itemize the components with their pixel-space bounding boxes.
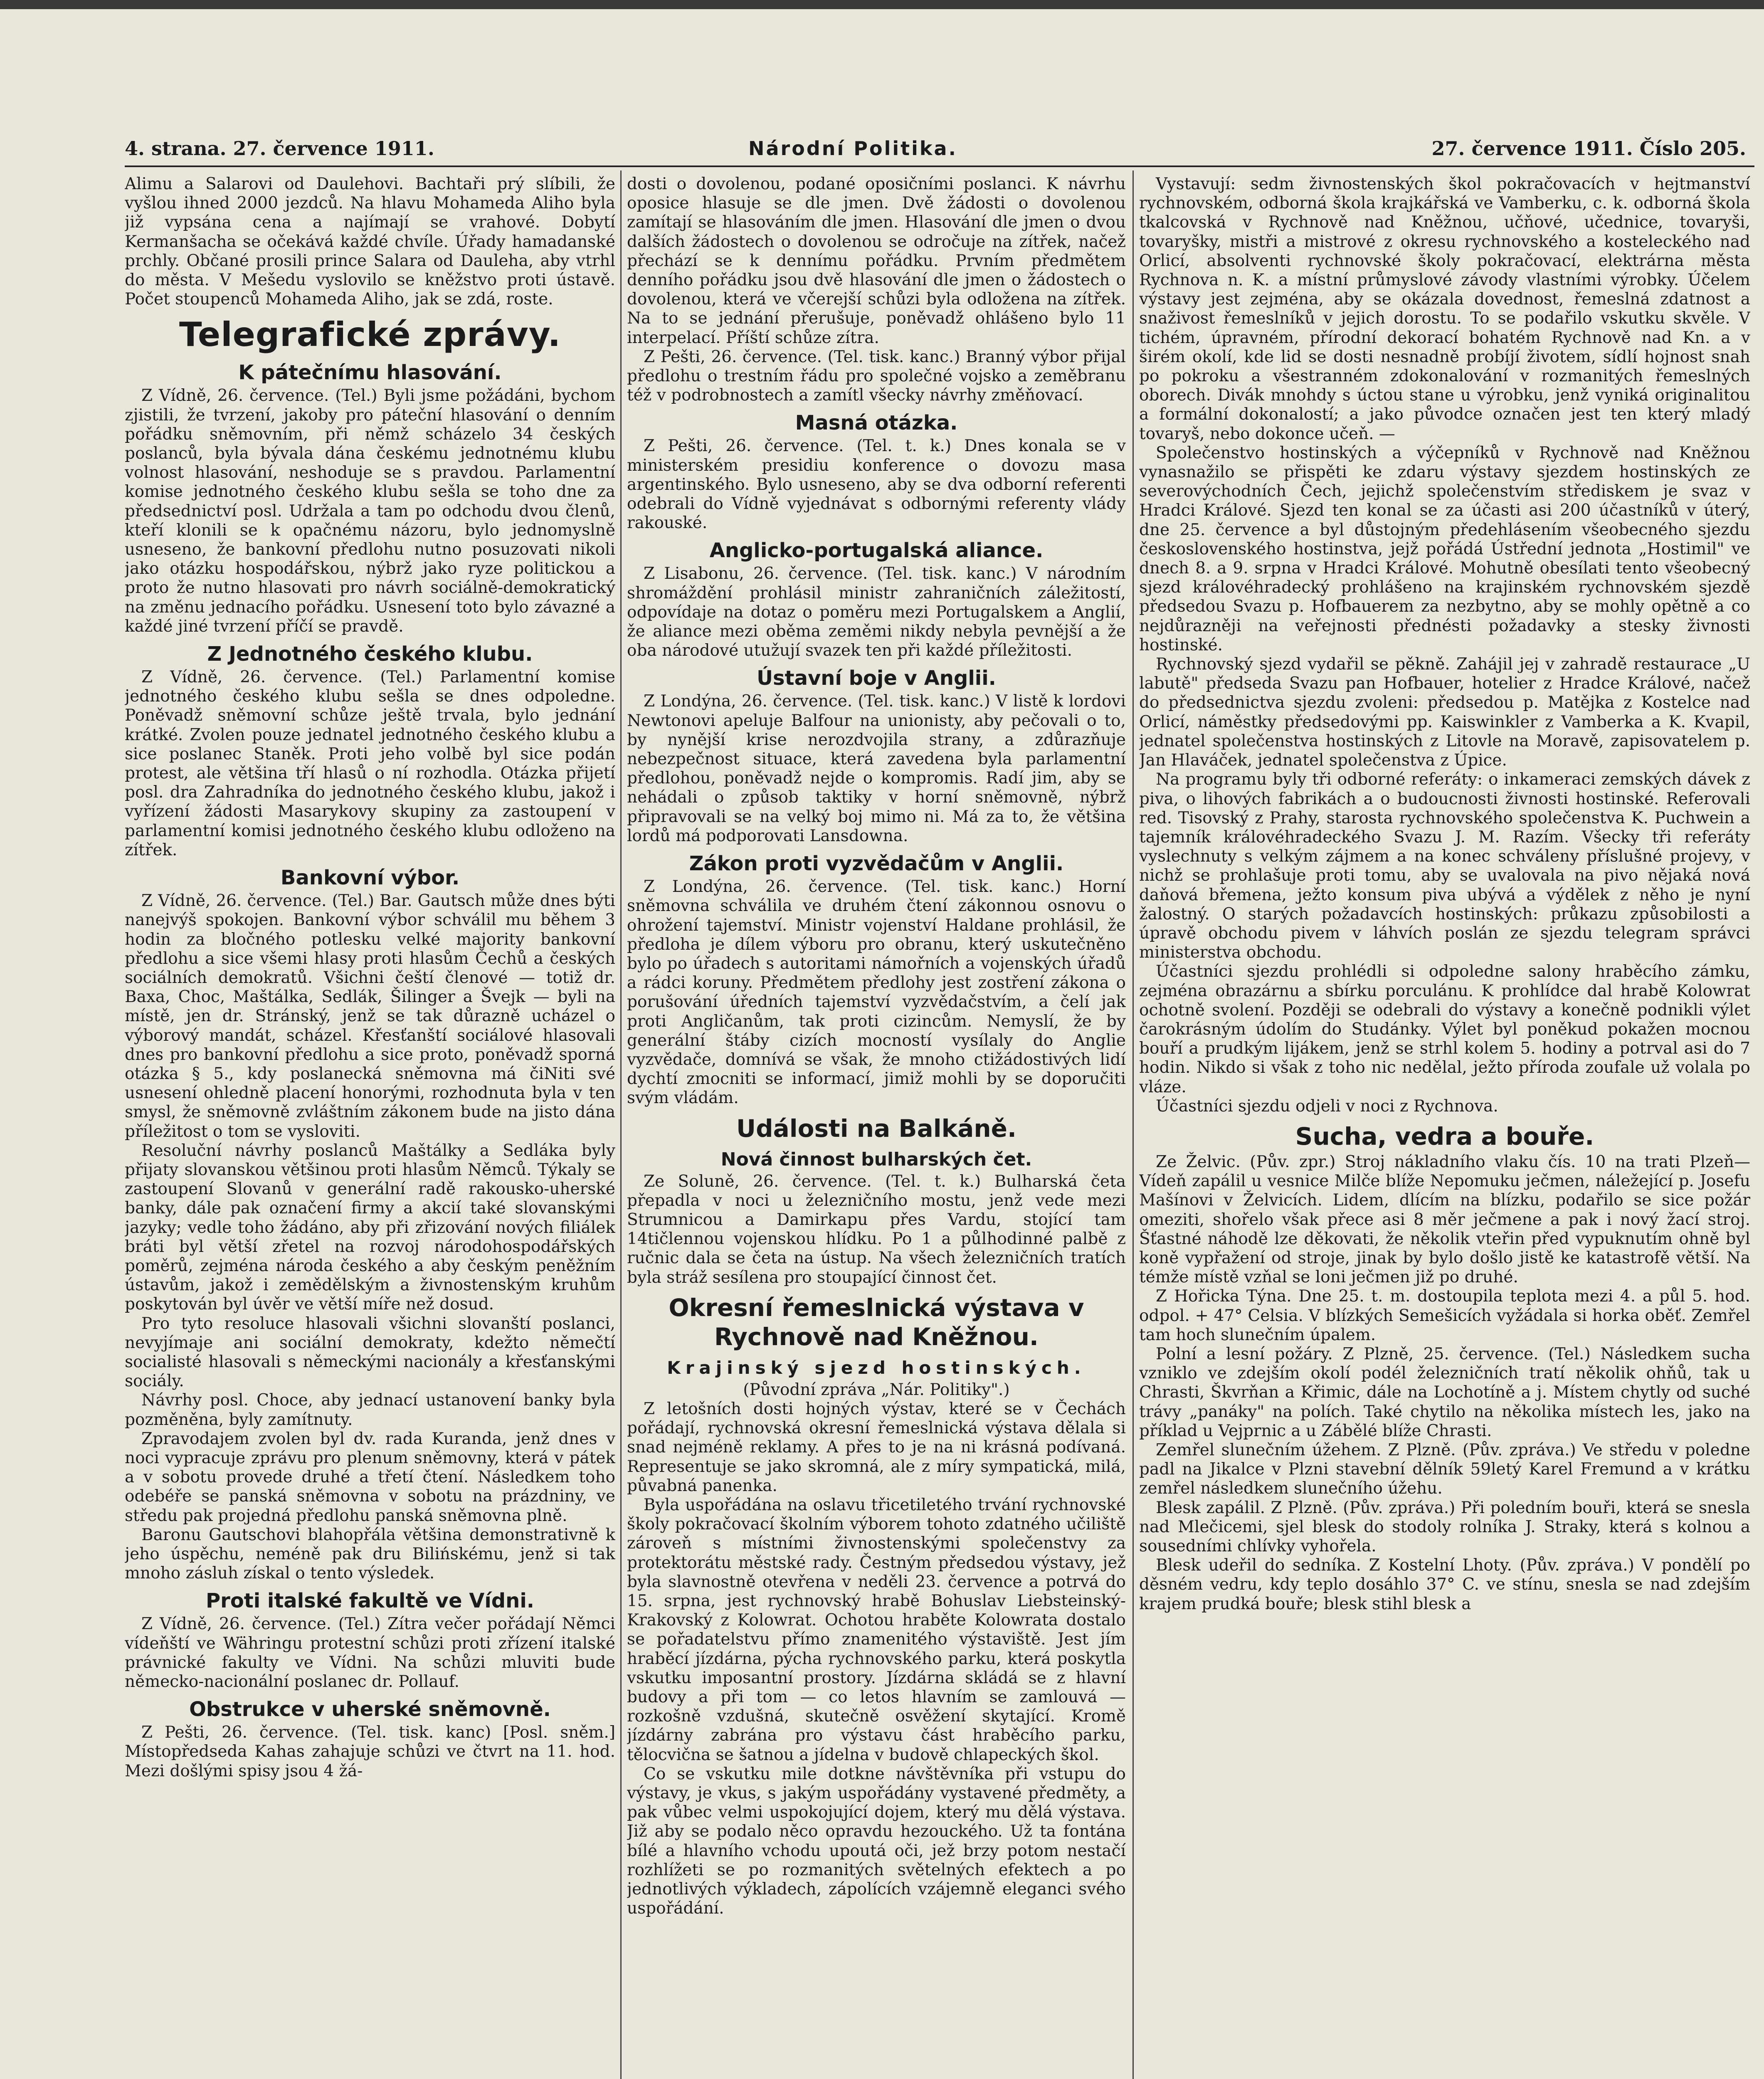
article-bank-committee: Baronu Gautschovi blahopřála většina demonstrativně k jeho úspěchu, neméně pak dru Bilińskému, jenž si tak mnoho zásluh získal o tento výsledek. (125, 1525, 615, 1583)
heading-italian-faculty: Proti italské fakultě ve Vídni. (205, 1589, 535, 1613)
header-page-date: 4. strana. 27. července 1911. (125, 137, 434, 160)
article-bank-committee: Resoluční návrhy poslanců Maštálky a Sedláka byly přijaty slovanskou většinou proti hlasům Němců. Týkaly se zastoupení Slovanů v generální radě rakousko-uherské banky, dále pak označení firmy a akcií také slovanskými jazyky; vedle toho žádáno, aby při zřizování nových filiálek bráti byl větší zřetel na rozvoj národohospodářských poměrů, zejména národa českého a aby českým peněžním ústavům, jakož i zemědělským a živnostenským kruhům poskytován byl úvěr ve větší míře než dosud. (125, 1141, 615, 1314)
article-lightning-strike: Blesk udeřil do sedníka. Z Kostelní Lhoty. (Pův. zpráva.) V pondělí po děsném vedru, kdy teplo dosáhlo 37° C. ve stínu, snesla se nad zdejším krajem prudká bouře; blesk stihl blesk a (1139, 1556, 1750, 1613)
article-horicky-tyn-heat: Z Hořicka Týna. Dne 25. t. m. dostoupila teplota mezi 4. a půl 5. hod. odpol. + 47° Celsia. V blízkých Semešicích vyžádala si horka oběť. Zemřel tam hoch slunečním úpalem. (1139, 1287, 1750, 1344)
article-bulgarian-bands: Ze Soluně, 26. července. (Tel. t. k.) Bulharská četa přepadla v noci u železničního mostu, jenž vede mezi Strumnicou a Damirkapu přes Vardu, stojící tam 14tičlennou vojenskou hlídku. Po 1 a půlhodinné palbě z ručnic dala se četa na ústup. Na všech železničních tratích byla stráž sesílena pro stoupající činnost čet. (627, 1172, 1126, 1287)
heading-spy-law: Zákon proti vyzvědačům v Anglii. (689, 852, 1064, 876)
heading-friday-vote: K pátečnímu hlasování. (238, 361, 502, 385)
header-masthead: Národní Politika. (748, 137, 958, 160)
article-hungarian-obstruction: Z Pešti, 26. července. (Tel. tisk. kanc) [Posl. sněm.] Místopředseda Kahas zahajuje schůzi ve čtvrt na 11. hod. Mezi došlými spisy jsou 4 žá- (125, 1723, 615, 1780)
heading-meat-question: Masná otázka. (795, 411, 958, 435)
heading-constitutional-fight: Ústavní boje v Anglii. (757, 667, 996, 690)
article-zelvice-fire: Ze Želvic. (Pův. zpr.) Stroj nákladního vlaku čís. 10 na trati Plzeň—Vídeň zapálil u vesnice Milče blíže Nepomuku ječmen, náležející p. Josefu Mašínovi v Želvicích. Lidem, dlícím na blízku, podařilo se sice požár omeziti, shořelo však přece asi 8 měr ječmene a pak i nový žací stroj. Šťastné náhodě lze děkovati, že několik vteřin před vypuknutím ohně byl koně vypřažení od stroje, jinak by bylo došlo jistě ke katastrofě větší. Na témže místě vzňal se loni ječmen již po druhé. (1139, 1152, 1750, 1287)
article-lightning-fire: Blesk zapálil. Z Plzně. (Pův. zpráva.) Při poledním bouři, která se snesla nad Mlečicemi, sjel blesk do stodoly rolníka J. Straky, která s kolnou a sousedními chlívky vyhořela. (1139, 1498, 1750, 1556)
heading-rychnov-exhibition: Okresní řemeslnická výstava v Rychnově nad Kněžnou. (669, 1293, 1084, 1351)
article-rychnov-exhibition-cont: Vystavují: sedm živnostenských škol pokračovacích v hejtmanství rychnovském, odborná škola krajkářská ve Vamberku, c. k. odborná škola tkalcovská v Rychnově nad Kněžnou, učňové, učednice, tovaryši, tovaryšky, mistři a mistrové z okresu rychnovského a kosteleckého nad Orlicí, absolventi rychnovské školy pokračovací, elektrárna města Rychnova n. K. a místní průmyslové závody vlastními výrobky. Účelem výstavy jest zejména, aby se okázala dovednost, řemeslná zdatnost a snaživost řemeslníků v jejich dorostu. To se podařilo vskutku skvěle. V tichém, úpravném, přírodní dekorací bohatém Rychnově nad Kn. a v širém okolí, kde lid se dosti nesnadně probíjí životem, sídlí hojnost snah po pokroku a všestranném zdokonalování v rozmanitých řemeslných oborech. Divák mnohdy s úctou stane u výrobku, jenž vyniká originalitou a formální dokonalostí; a jako původce označen jest ten který mladý tovaryš, nebo dokonce učeň. — (1139, 175, 1750, 443)
scan-edge (0, 0, 1764, 9)
article-rychnov-congress: Rychnovský sjezd vydařil se pěkně. Zahájil jej v zahradě restaurace „U labutě" předseda Svazu pan Hofbauer, hotelier z Hradce Králové, načež do předsednictva sjezdu zvoleni: předsedou p. Matějka z Kostelce nad Orlicí, náměstky předsedovými pp. Kaiswinkler z Vamberka a K. Kvapil, jednatel společenstva hostinských z Litovle na Moravě, zapisovatelem p. Jan Hlaváček, jednatel společenstva z Úpice. (1139, 655, 1750, 770)
article-innkeepers-society: Společenstvo hostinských a výčepníků v Rychnově nad Kněžnou vynasnažilo se přispěti ke zdaru výstavy sjezdem hostinských ze severovýchodních Čech, jejichž společenstvím střediskem je svaz v Hradci Králové. Sjezd ten konal se za účasti asi 200 účastníků v úterý, dne 25. července a byl důstojným předehlásením všeobecného sjezdu československého hostinstva, jejž pořádá Ústřední jednota „Hostimil" ve dnech 8. a 9. srpna v Hradci Králové. Mohutně obesílati tento všeobecný sjezd královéhradecký prohlášeno na krajinském rychnovském sjezdě předsedou Svazu p. Hofbauerem za nezbytno, aby se mohly opětně a co nejdůrazněji na veřejnosti přednésti požadavky a stesky živnosti hostinské. (1139, 443, 1750, 654)
article-field-forest-fires: Polní a lesní požáry. Z Plzně, 25. července. (Tel.) Následkem sucha vzniklo ve zdejším okolí podél železničních tratí několik ohňů, tak u Chrasti, Škvrňan a Křimic, dále na Lochotíně a j. Místem chytly od suché trávy „panáky" na polích. Také chytilo na několika místech les, jako na příklad u Vejprnic a u Zábělé blíže Chrasti. (1139, 1344, 1750, 1440)
article-bank-committee: Návrhy posl. Choce, aby jednací ustanovení banky byla pozměněna, byly zamítnuty. (125, 1391, 615, 1429)
section-heading-telegraphic: Telegrafické zprávy. (179, 315, 561, 354)
article-congress-participants: Účastníci sjezdu prohlédli si odpoledne salony hraběcího zámku, zejména obrazárnu a sbírku porculánu. K prohlídce dal hrabě Kolowrat ochotně svolení. Později se odebrali do výstavy a konečně podnikli výlet čarokrásným údolím do Studánky. Výlet byl poněkud pokažen mocnou bouří a prudkým lijákem, jenž se strhl kolem 5. hodiny a potrval asi do 7 hodin. Nikdo si však z toho nic nedělal, ježto příroda zoufale už volala po vláze. (1139, 962, 1750, 1096)
column-divider (1132, 170, 1134, 2079)
subheading-bulgarian-bands: Nová činnost bulharských čet. (720, 1148, 1032, 1170)
page-header (125, 137, 1754, 166)
article-military-committee: Z Pešti, 26. července. (Tel. tisk. kanc.) Branný výbor přijal předlohu o trestním řádu pro společné vojsko a zeměbranu též v podrobnostech a zamítl všecky návrhy změňovací. (627, 347, 1126, 405)
heading-drought-heat-storms: Sucha, vedra a bouře. (1295, 1122, 1594, 1151)
article-italian-faculty: Z Vídně, 26. července. (Tel.) Zítra večer pořádají Němci vídeňští ve Währingu protestní schůzi proti zřízení italské právnické fakulty ve Vídni. Na schůzi mluviti bude německo-nacionální poslanec dr. Pollauf. (125, 1615, 615, 1691)
subheading-innkeepers-congress: Krajinský sjezd hostinských. (667, 1357, 1086, 1378)
column-3 (1139, 175, 1750, 2079)
article-bank-committee: Z Vídně, 26. července. (Tel.) Bar. Gautsch může dnes býti nanejvýš spokojen. Bankovní výbor schválil mu během 3 hodin za bločného potlesku velké majority bankovní předlohu a sice všemi hlasy proti hlasům Čechů a českých sociálních demokratů. Všichni čeští členové — totiž dr. Baxa, Choc, Maštálka, Sedlák, Šilinger a Švejk — byli na místě, jen dr. Stránský, jenž se tak důrazně ucházel o výborový mandát, scházel. Křesťanští sociálové hlasovali dnes pro bankovní předlohu a sice proto, poněvadž sporná otázka § 5., kdy poslanecká sněmovna má čiNiti své usnesení ohledně placení honorými, rozhodnuta byla v ten smysl, že sněmovně zvláštním zákonem bude na jisto dána příležitost o tom se vysloviti. (125, 891, 615, 1141)
article-spy-law: Z Londýna, 26. července. (Tel. tisk. kanc.) Horní sněmovna schválila ve druhém čtení zákonnou osnovu o ohrožení tajemství. Ministr vojenství Haldane prohlásil, že předloha je dílem výboru pro obranu, který uskutečněno bylo po úřadech s autoritami námořních a vojenských úřadů a rádci koruny. Předmětem předlohy jest zostření zákona o porušování úředních tajemství vyzvědačstvím, a čelí jak proti Angličanům, tak proti cizincům. Nemyslí, že by generální štáby cizích mocností vysílaly do Anglie vyzvědače, domnívá se však, že mnoho ctižádostivých lidí dychtí zmocniti se informací, jimiž mohli by se doporučiti svým vládám. (627, 877, 1126, 1108)
article-bank-committee: Pro tyto resoluce hlasovali všichni slovanští poslanci, nevyjímaje ani sociální demokraty, kdežto němečtí socialisté hlasovali s německými nacionály a křesťanskými sociály. (125, 1314, 615, 1391)
article-friday-vote: Z Vídně, 26. července. (Tel.) Byli jsme požádáni, bychom zjistili, že tvrzení, jakoby pro páteční hlasování o denním pořádku sněmovním, při němž scházelo 34 českých poslanců, byla bývala dána českému jednotnému klubu volnost hlasování, neshoduje se s pravdou. Parlamentní komise jednotného českého klubu sešla se toho dne za předsednictví posl. Udržala a tam po odchodu dvou členů, kteří klonili se k opačnému názoru, bylo jednomyslně usneseno, že bankovní předlohu nutno posuzovati nikoli jako otázku hospodářskou, nýbrž jako ryze politickou a proto že nutno hlasovati pro návrh sociálně-demokratický na změnu jednacího pořádku. Usnesení toto bylo závazné a každé jiné tvrzení příčí se pravdě. (125, 386, 615, 636)
article-hungarian-obstruction-cont: dosti o dovolenou, podané oposičními poslanci. K návrhu oposice hlasuje se dle jmen. Dvě žádosti o dovolenou zamítají se hlasováním dle jmen. Hlasování dle jmen o dvou dalších žádostech o dovolenou se odročuje na zítřek, načež přechází se k dennímu pořádku. Prvním předmětem denního pořádku jsou dvě hlasování dle jmen o žádostech o dovolenou, která ve včerejší schůzi byla odložena na zítřek. Na to se jednání přerušuje, poněvadž ohlášeno bylo 11 interpelací. Příští schůze zítra. (627, 175, 1126, 347)
original-report-credit: (Původní zpráva „Nár. Politiky".) (743, 1380, 1010, 1399)
header-date-issue: 27. července 1911. Číslo 205. (1431, 137, 1746, 160)
article-persia-continuation: Alimu a Salarovi od Daulehovi. Bachtaři prý slíbili, že vyšlou ihned 2000 jezdců. Na hlavu Mohameda Aliho byla již vypsána cena a najímají se vrahové. Dobytí Kermanšacha se očekává každé chvíle. Úřady hamadanské prchly. Občané prosili prince Salara od Dauleha, aby vtrhl do města. V Mešedu vyslovilo se kněžstvo proti ústavě. Počet stoupenců Mohameda Aliho, jak se zdá, roste. (125, 175, 615, 309)
heading-hungarian-obstruction: Obstrukce v uherské sněmovně. (189, 1698, 551, 1721)
article-rychnov-exhibition: Z letošních dosti hojných výstav, které se v Čechách pořádají, rychnovská okresní řemeslnická výstava dělala si snad nejméně reklamy. A přes to je na ni krásná podívaná. Representuje se jako skromná, ale z míry sympatická, milá, půvabná panenka. (627, 1399, 1126, 1495)
article-bank-committee: Zpravodajem zvolen byl dv. rada Kuranda, jenž dnes v noci vypracuje zprávu pro plenum sněmovny, která v pátek a v sobotu provede druhé a třetí čtení. Následkem toho odebéře se panská sněmovna v sobotu na prázdniny, ve středu pak projedná předlohu panská sněmovna plně. (125, 1429, 615, 1525)
article-anglo-portuguese: Z Lisabonu, 26. července. (Tel. tisk. kanc.) V národním shromáždění prohlásil ministr zahraničních záležitostí, odpovídaje na dotaz o poměru mezi Portugalskem a Anglií, že aliance mezi oběma zeměmi nikdy nebyla pevnější a že oba národové utužují svazek ten při každé příležitosti. (627, 564, 1126, 660)
heading-balkans: Události na Balkáně. (736, 1114, 1017, 1143)
column-2 (627, 175, 1126, 2079)
article-rychnov-exhibition: Byla uspořádána na oslavu třicetiletého trvání rychnovské školy pokračovací školním výborem tohoto zdatného učiliště zároveň s místními živnostenskými společenstvy za protektorátu městské rady. Čestným předsedou výstavy, jež byla slavnostně otevřena v neděli 23. července a potrvá do 15. srpna, jest rychnovský hrabě Bohuslav Liebsteinský-Krakovský z Kolowrat. Ochotou hraběte Kolowrata dostalo se pořadatelstvu přímo znamenitého výstaviště. Jest jím hraběcí jízdárna, pýcha rychnovského parku, která poskytla vskutku imposantní prostory. Jízdárna skládá se z hlavní budovy a při tom — co letos hlavním se zamlouvá — rozkošně vzdušná, skutečně osvěžení skytající. Kromě jízdárny zabrána pro výstavu část hraběcího parku, tělocvična se šatnou a jídelna v budově chlapeckých škol. (627, 1495, 1126, 1764)
article-meat-question: Z Pešti, 26. července. (Tel. t. k.) Dnes konala se v ministerském presidiu konference o dovozu masa argentinského. Bylo usneseno, aby se dva odborní referenti odebrali do Vídně vyjednávat s odbornými referenty vlády rakouské. (627, 437, 1126, 533)
article-constitutional-fight: Z Londýna, 26. července. (Tel. tisk. kanc.) V listě k lordovi Newtonovi apeluje Balfour na unionisty, aby pečovali o to, by nynější krise nerozdvojila strany, a zdůrazňuje nebezpečnost situace, která zavedena byla parlamentní předlohou, poněvadž nejde o kompromis. Radí jim, aby se nehádali o způsob taktiky v horní sněmovně, nýbrž připravovali se na velký boj mimo ni. Má za to, že většina lordů má podporovati Lansdowna. (627, 692, 1126, 845)
article-congress-departure: Účastníci sjezdu odjeli v noci z Rychnova. (1156, 1096, 1498, 1116)
article-sunstroke-death: Zemřel slunečním úžehem. Z Plzně. (Pův. zpráva.) Ve středu v poledne padl na Jikalce v Plzni stavební dělník 59letý Karel Fremund a v krátku zemřel následkem slunečního úžehu. (1139, 1441, 1750, 1498)
header-rule (125, 165, 1754, 167)
article-czech-club: Z Vídně, 26. července. (Tel.) Parlamentní komise jednotného českého klubu sešla se dnes odpoledne. Poněvadž sněmovní schůze ještě trvala, bylo jednání krátké. Zvolen pouze jednatel jednotného českého klubu a sice poslanec Staněk. Proti jeho volbě byl sice podán protest, ale většina tří hlasů o ní rozhodla. Otázka přijetí posl. dra Zahradníka do jednotného českého klubu, jakož i vyřízení žádosti Masarykovy skupiny za zastoupení v parlamentní komisi jednotného českého klubu odloženo na zítřek. (125, 668, 615, 859)
article-rychnov-exhibition: Co se vskutku mile dotkne návštěvníka při vstupu do výstavy, je vkus, s jakým uspořádány vystavené předměty, a pak vůbec velmi uspokojující dojem, který mu dělá výstava. Již aby se podalo něco opravdu hezouckého. Už ta fontána bílé a hlavního vchodu upoutá oči, jež brzy potom nestačí rozhlížeti se po rozmanitých světelných efektech a po jednotlivých výkladech, zápolících vzájemně eleganci svého uspořádání. (627, 1764, 1126, 1918)
heading-bank-committee: Bankovní výbor. (280, 866, 460, 890)
article-congress-program: Na programu byly tři odborné referáty: o inkameraci zemských dávek z piva, o lihových fabrikách a o budoucnosti živnosti hostinské. Referovali red. Tisovský z Prahy, starosta rychnovského společenstva K. Puchwein a tajemník královéhradeckého Svazu J. M. Razím. Všecky tři referáty vyslechnuty s velkým zájmem a na konec schváleny příslušné projevy, v nichž se prohlašuje proti tomu, aby se uvalovala na pivo nějaká nová daňová břemena, ježto konsum piva ubývá a výdělek z něho je nyní žalostný. O starých požadavcích hostinských: průkazu způsobilosti a úpravě obchodu pivem v láhvích poslán ze sjezdu telegram správci ministerstva obchodu. (1139, 770, 1750, 962)
column-1 (125, 175, 615, 2079)
heading-anglo-portuguese: Anglicko-portugalská aliance. (709, 539, 1044, 563)
column-divider (620, 170, 622, 2079)
heading-czech-club: Z Jednotného českého klubu. (207, 642, 533, 666)
